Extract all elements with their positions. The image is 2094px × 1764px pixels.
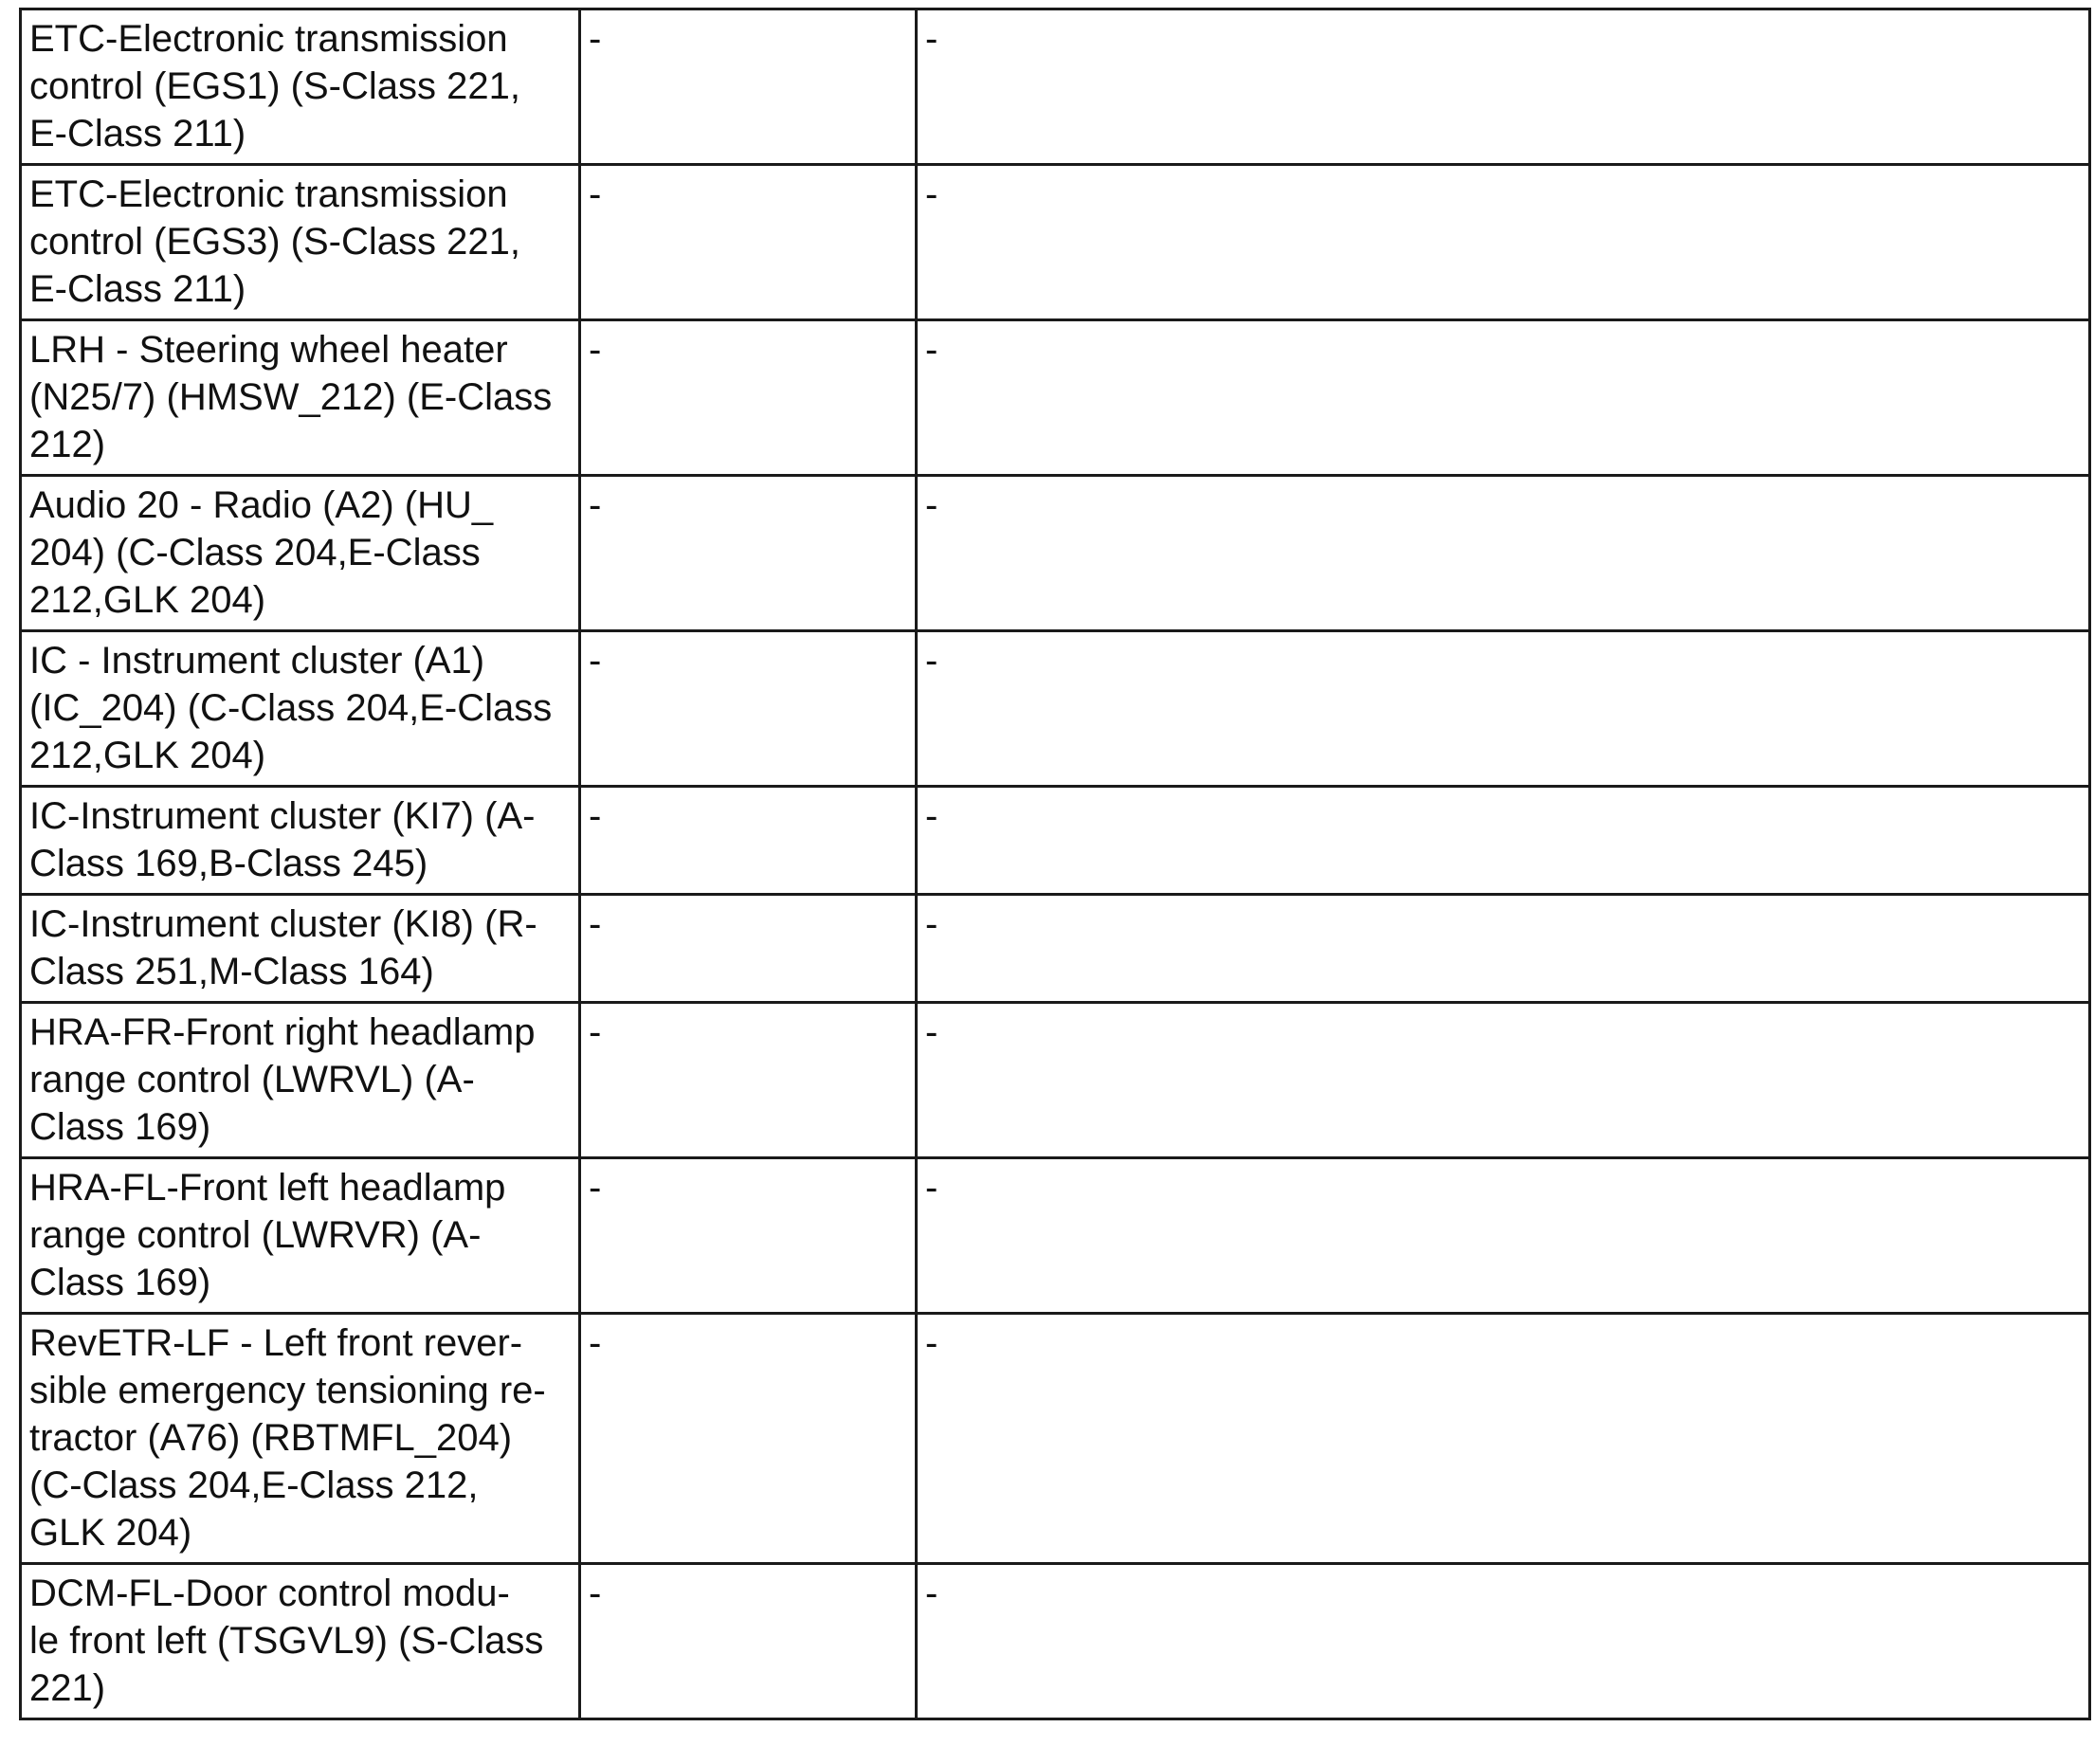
column-2-value: - [580, 1158, 917, 1314]
control-unit-name: Audio 20 - Radio (A2) (HU_ 204) (C-Class 204,E-Class 212,GLK 204) [21, 476, 580, 631]
control-unit-name: DCM-FL-Door control modu- le front left (TSGVL9) (S-Class 221) [21, 1564, 580, 1719]
control-unit-table [19, 8, 2091, 1720]
column-3-value: - [917, 320, 2090, 476]
control-unit-name: IC - Instrument cluster (A1) (IC_204) (C-Class 204,E-Class 212,GLK 204) [21, 631, 580, 787]
column-3-value: - [917, 895, 2090, 1003]
table-row [21, 895, 2090, 1003]
column-3-value: - [917, 787, 2090, 895]
control-unit-name: LRH - Steering wheel heater (N25/7) (HMSW_212) (E-Class 212) [21, 320, 580, 476]
table-row [21, 1564, 2090, 1719]
control-unit-name: IC-Instrument cluster (KI8) (R- Class 251,M-Class 164) [21, 895, 580, 1003]
column-2-value: - [580, 1564, 917, 1719]
column-3-value: - [917, 1003, 2090, 1158]
control-unit-name: ETC-Electronic transmission control (EGS1) (S-Class 221, E-Class 211) [21, 9, 580, 165]
control-unit-name: HRA-FL-Front left headlamp range control (LWRVR) (A- Class 169) [21, 1158, 580, 1314]
column-3-value: - [917, 631, 2090, 787]
column-3-value: - [917, 9, 2090, 165]
table-row [21, 165, 2090, 320]
table-row [21, 476, 2090, 631]
column-2-value: - [580, 1003, 917, 1158]
column-2-value: - [580, 895, 917, 1003]
column-2-value: - [580, 9, 917, 165]
column-2-value: - [580, 787, 917, 895]
table-row [21, 787, 2090, 895]
table-row [21, 1314, 2090, 1564]
table-row [21, 9, 2090, 165]
column-3-value: - [917, 1158, 2090, 1314]
column-2-value: - [580, 320, 917, 476]
table-row [21, 631, 2090, 787]
table-row [21, 320, 2090, 476]
column-2-value: - [580, 1314, 917, 1564]
column-2-value: - [580, 476, 917, 631]
control-unit-name: ETC-Electronic transmission control (EGS3) (S-Class 221, E-Class 211) [21, 165, 580, 320]
column-3-value: - [917, 476, 2090, 631]
table-row [21, 1003, 2090, 1158]
column-3-value: - [917, 1564, 2090, 1719]
column-2-value: - [580, 631, 917, 787]
column-2-value: - [580, 165, 917, 320]
control-unit-name: IC-Instrument cluster (KI7) (A- Class 169,B-Class 245) [21, 787, 580, 895]
table-row [21, 1158, 2090, 1314]
control-unit-name: RevETR-LF - Left front rever- sible emergency tensioning re- tractor (A76) (RBTMFL_204) (C-Class 204,E-Class 212, GLK 204) [21, 1314, 580, 1564]
column-3-value: - [917, 1314, 2090, 1564]
column-3-value: - [917, 165, 2090, 320]
control-unit-name: HRA-FR-Front right headlamp range control (LWRVL) (A- Class 169) [21, 1003, 580, 1158]
